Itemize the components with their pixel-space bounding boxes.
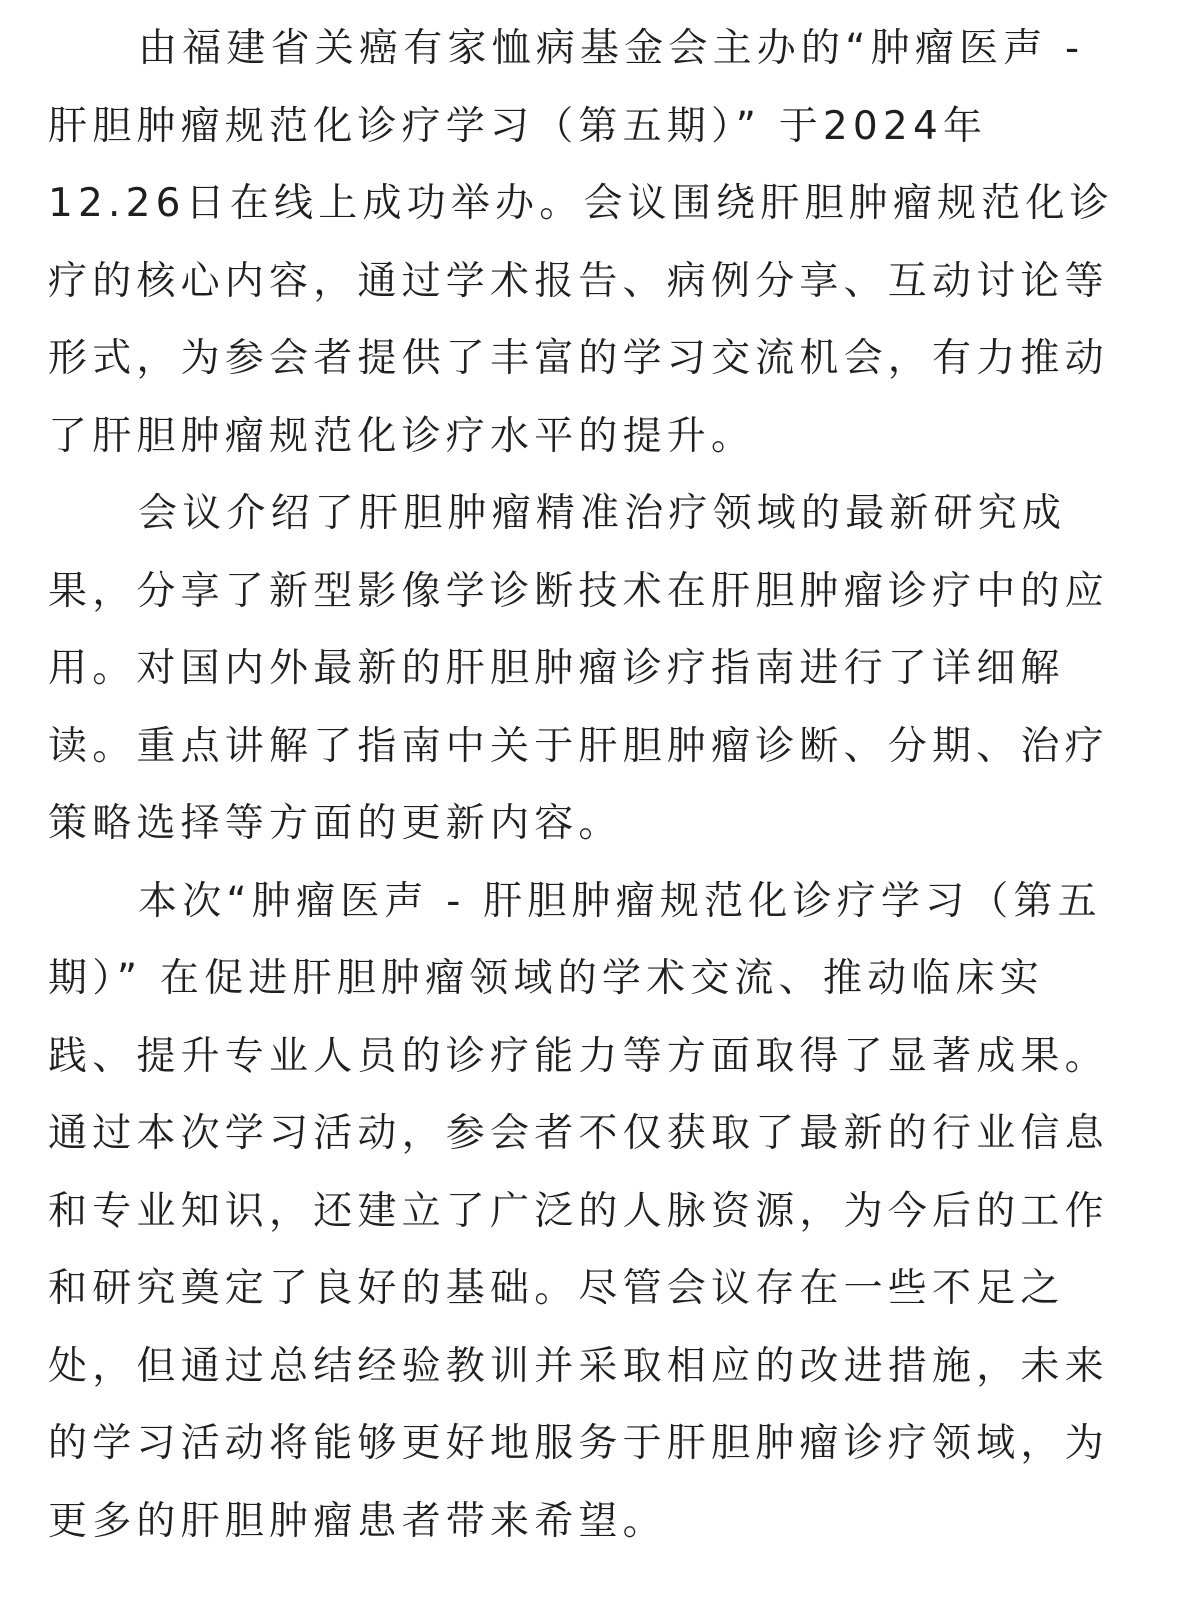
paragraph-line: 和研究奠定了良好的基础。尽管会议存在一些不足之 — [48, 1266, 1065, 1311]
paragraph-line: 果，分享了新型影像学诊断技术在肝胆肿瘤诊疗中的应 — [48, 568, 1109, 614]
paragraph-1 — [48, 10, 1128, 475]
paragraph-line: 疗的核心内容，通过学术报告、病例分享、互动讨论等 — [48, 258, 1109, 304]
paragraph-line: 由福建省关癌有家恤病基金会主办的“肿瘤医声 - — [138, 26, 1085, 71]
paragraph-line: 处，但通过总结经验教训并采取相应的改进措施，未来 — [48, 1343, 1109, 1389]
article-body — [48, 10, 1128, 1560]
paragraph-3 — [48, 863, 1128, 1561]
paragraph-line: 的学习活动将能够更好地服务于肝胆肿瘤诊疗领域，为 — [48, 1421, 1109, 1466]
paragraph-line: 和专业知识，还建立了广泛的人脉资源，为今后的工作 — [48, 1188, 1109, 1234]
paragraph-line: 12.26日在线上成功举办。会议围绕肝胆肿瘤规范化诊 — [48, 181, 1114, 226]
paragraph-line: 策略选择等方面的更新内容。 — [48, 801, 623, 846]
paragraph-line: 会议介绍了肝胆肿瘤精准治疗领域的最新研究成 — [138, 491, 1067, 536]
paragraph-line: 本次“肿瘤医声 - 肝胆肿瘤规范化诊疗学习（第五 — [138, 878, 1102, 924]
paragraph-line: 期）” 在促进肝胆肿瘤领域的学术交流、推动临床实 — [48, 956, 1044, 1001]
paragraph-line: 了肝胆肿瘤规范化诊疗水平的提升。 — [48, 413, 756, 459]
paragraph-line: 践、提升专业人员的诊疗能力等方面取得了显著成果。 — [48, 1033, 1109, 1079]
paragraph-line: 读。重点讲解了指南中关于肝胆肿瘤诊断、分期、治疗 — [48, 723, 1109, 769]
paragraph-line: 肝胆肿瘤规范化诊疗学习（第五期）” 于2024年 — [48, 103, 988, 149]
paragraph-2 — [48, 475, 1128, 863]
paragraph-line: 更多的肝胆肿瘤患者带来希望。 — [48, 1498, 667, 1544]
paragraph-line: 通过本次学习活动，参会者不仅获取了最新的行业信息 — [48, 1111, 1109, 1156]
paragraph-line: 用。对国内外最新的肝胆肿瘤诊疗指南进行了详细解 — [48, 646, 1065, 691]
paragraph-line: 形式，为参会者提供了丰富的学习交流机会，有力推动 — [48, 336, 1109, 381]
